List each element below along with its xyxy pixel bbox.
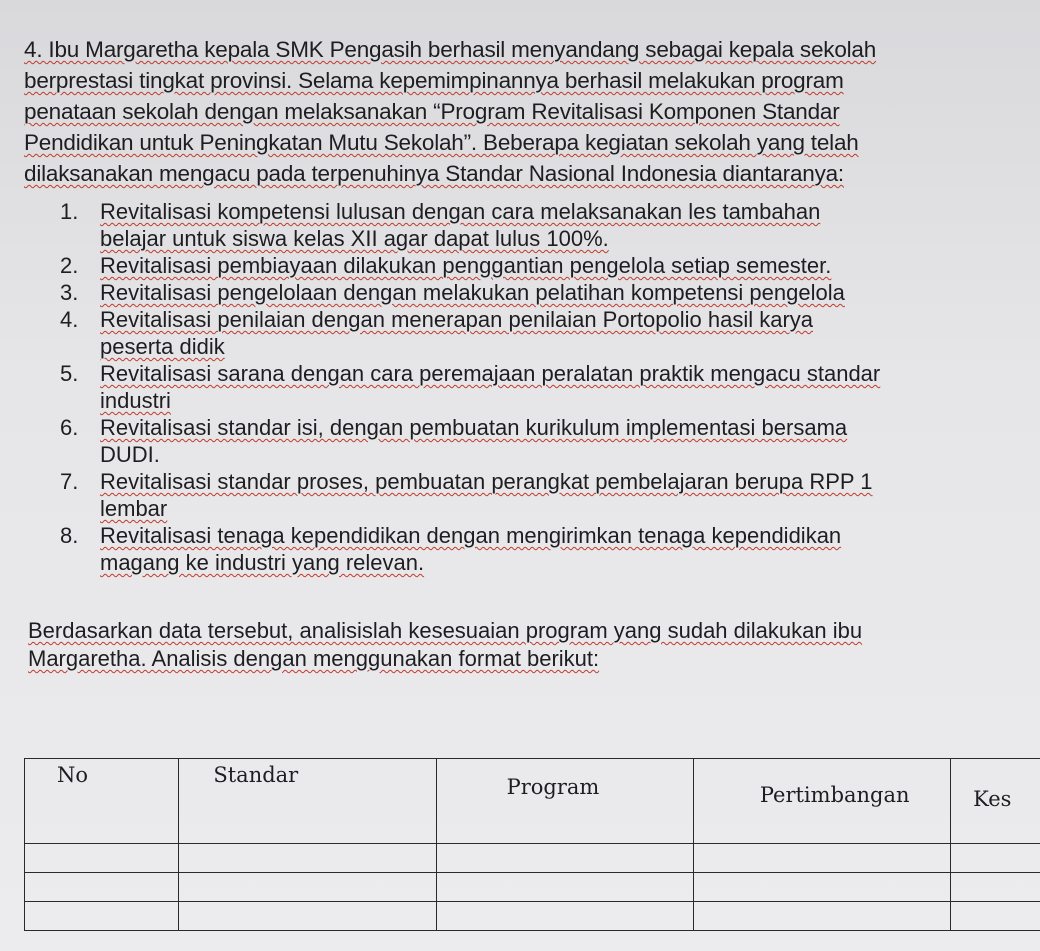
item-text: Revitalisasi pembiayaan dilakukan penggantian pengelola setiap semester.: [100, 253, 832, 278]
list-item: [60, 414, 1020, 468]
table-row: [25, 844, 1040, 873]
header-pertimbangan: Pertimbangan: [693, 759, 950, 844]
item-number: 2.: [60, 253, 79, 278]
table-cell: [179, 844, 436, 873]
table-row: [25, 902, 1040, 931]
list-item: [60, 279, 1020, 306]
item-text: Revitalisasi tenaga kependidikan dengan mengirimkan tenaga kependidikan: [100, 523, 842, 548]
question-instruction: [28, 617, 1028, 673]
intro-line: 4. Ibu Margaretha kepala SMK Pengasih berhasil menyandang sebagai kepala sekolah: [24, 37, 877, 62]
table-cell: [25, 902, 179, 931]
item-text: DUDI.: [100, 442, 160, 467]
analysis-table: [24, 758, 1040, 931]
list-item: [60, 360, 1020, 414]
item-text: magang ke industri yang relevan.: [100, 550, 425, 575]
table-cell: [179, 902, 436, 931]
question-intro: [24, 34, 1024, 189]
item-text: Revitalisasi sarana dengan cara peremajaan peralatan praktik mengacu standar: [100, 361, 881, 386]
item-number: 4.: [60, 307, 79, 332]
table-cell: [436, 902, 693, 931]
table-row: [25, 873, 1040, 902]
list-item: [60, 522, 1020, 576]
list-item: [60, 468, 1020, 522]
item-number: 6.: [60, 415, 79, 440]
header-program: Program: [436, 759, 693, 844]
table-cell: [693, 902, 950, 931]
item-text: belajar untuk siswa kelas XII agar dapat lulus 100%.: [100, 226, 609, 251]
item-text: Revitalisasi pengelolaan dengan melakukan pelatihan kompetensi pengelola: [100, 280, 845, 305]
header-no: No: [25, 759, 179, 844]
item-number: 5.: [60, 361, 79, 386]
header-kesimpulan: Kes: [951, 759, 1040, 844]
table-cell: [25, 873, 179, 902]
intro-line: Pendidikan untuk Peningkatan Mutu Sekolah”. Beberapa kegiatan sekolah yang telah: [24, 130, 859, 155]
intro-line: dilaksanakan mengacu pada terpenuhinya Standar Nasional Indonesia diantaranya:: [24, 161, 844, 186]
table-cell: [436, 873, 693, 902]
table-cell: [693, 844, 950, 873]
item-text: Revitalisasi standar proses, pembuatan perangkat pembelajaran berupa RPP 1: [100, 469, 873, 494]
table-cell: [693, 873, 950, 902]
list-item: [60, 198, 1020, 252]
instruction-line: Berdasarkan data tersebut, analisislah kesesuaian program yang sudah dilakukan ibu: [28, 618, 863, 643]
table-cell: [951, 873, 1040, 902]
intro-line: berprestasi tingkat provinsi. Selama kepemimpinannya berhasil melakukan program: [24, 68, 844, 93]
item-text: Revitalisasi kompetensi lulusan dengan cara melaksanakan les tambahan: [100, 199, 821, 224]
table-cell: [951, 902, 1040, 931]
table-cell: [436, 844, 693, 873]
header-standar: Standar: [179, 759, 436, 844]
list-item: [60, 306, 1020, 360]
list-item: [60, 252, 1020, 279]
table-header-row: [25, 759, 1040, 844]
item-text: Revitalisasi standar isi, dengan pembuatan kurikulum implementasi bersama: [100, 415, 848, 440]
intro-line: penataan sekolah dengan melaksanakan “Program Revitalisasi Komponen Standar: [24, 99, 840, 124]
item-text: peserta didik: [100, 334, 225, 359]
table-cell: [951, 844, 1040, 873]
table-cell: [25, 844, 179, 873]
item-number: 7.: [60, 469, 79, 494]
table-cell: [179, 873, 436, 902]
instruction-line: Margaretha. Analisis dengan menggunakan format berikut:: [28, 646, 600, 671]
activity-list: [60, 198, 1020, 576]
item-number: 1.: [60, 199, 79, 224]
item-number: 8.: [60, 523, 79, 548]
item-number: 3.: [60, 280, 79, 305]
item-text: Revitalisasi penilaian dengan menerapan penilaian Portopolio hasil karya: [100, 307, 814, 332]
item-text: lembar: [100, 496, 168, 521]
item-text: industri: [100, 388, 171, 413]
